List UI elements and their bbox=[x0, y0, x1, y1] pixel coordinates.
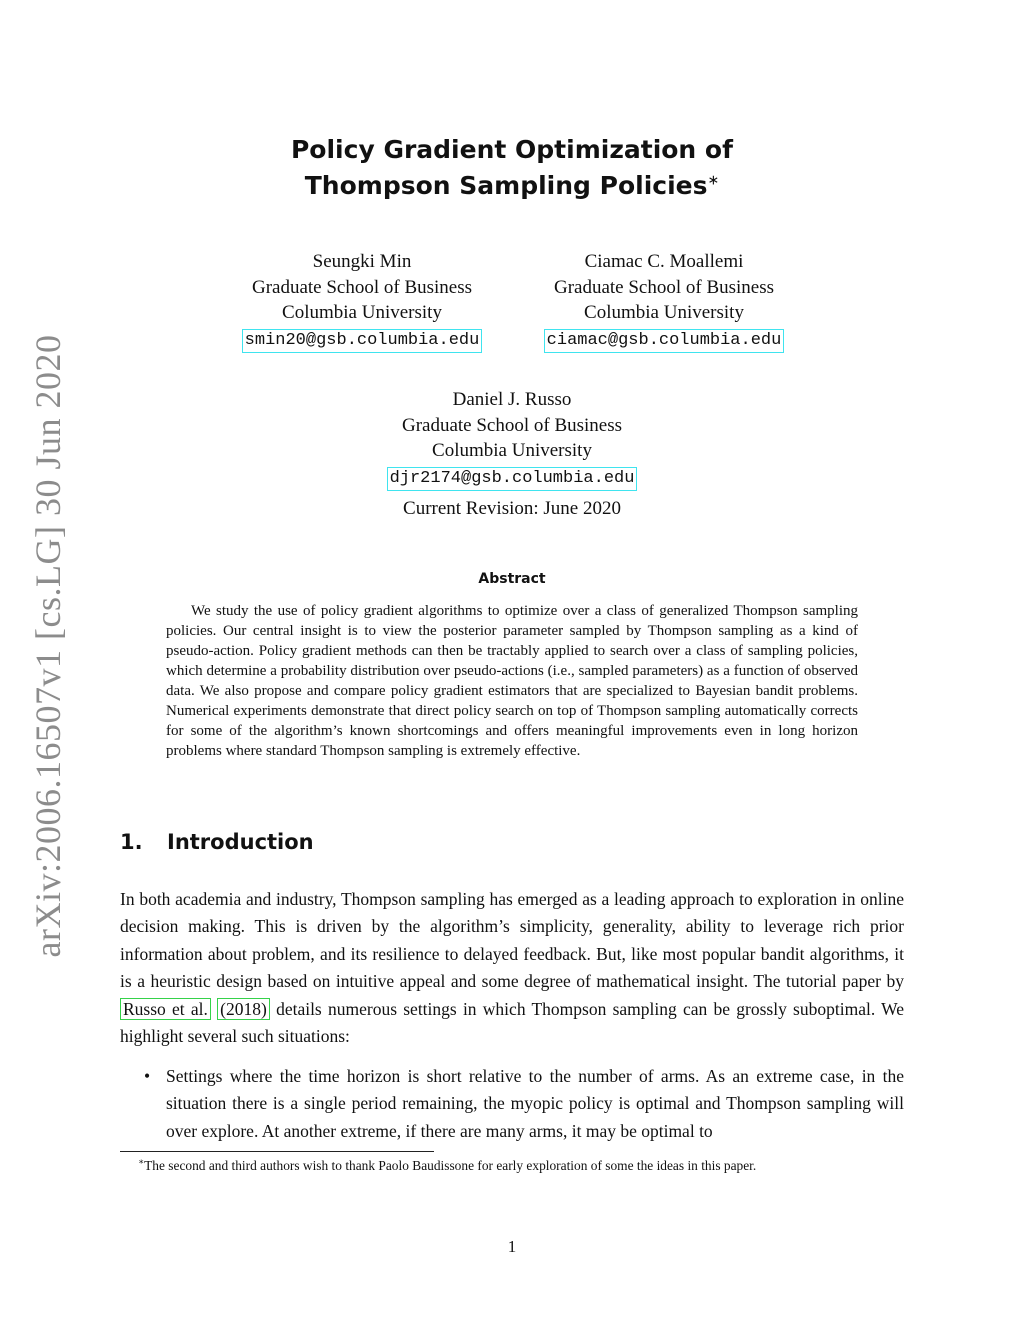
citation-authors-link[interactable]: Russo et al. bbox=[120, 998, 211, 1020]
revision-date: Current Revision: June 2020 bbox=[403, 498, 621, 519]
footnote-text: The second and third authors wish to thank Paolo Baudissone for early exploration of some the ideas in this paper. bbox=[144, 1158, 757, 1173]
section-title: Introduction bbox=[167, 830, 314, 854]
author-name: Ciamac C. Moallemi bbox=[584, 251, 744, 272]
abstract-text: We study the use of policy gradient algorithms to optimize over a class of generalized Thompson sampling policies. Our central insight is to view the posterior parameter sampled by Thompson sampling as a kind of pseudo-action. Policy gradient methods can then be tractably applied to search over a class of sampling policies, which determine a probability distribution over pseudo-actions (i.e., sampled parameters) as a function of observed data. We also propose and compare policy gradient estimators that are specialized to Bayesian bandit problems. Numerical experiments demonstrate that direct policy search on top of Thompson sampling automatically corrects for some of the algorithm’s known shortcomings and offers meaningful improvements even in long horizon problems where standard Thompson sampling is extremely effective. bbox=[166, 603, 858, 759]
footnote-divider bbox=[120, 1151, 434, 1152]
abstract-heading: Abstract bbox=[478, 571, 546, 587]
intro-text-before-citation: In both academia and industry, Thompson sampling has emerged as a leading approach to exploration in online decision making. This is driven by the algorithm’s simplicity, generality, ability to leverage rich prior information about problem, and its resilience to delayed feedback. But, like most popular bandit algorithms, it is a heuristic design based on intuitive appeal and some degree of mathematical insight. The tutorial paper by bbox=[120, 889, 904, 992]
list-item bbox=[120, 1063, 904, 1145]
author-university: Columbia University bbox=[282, 302, 442, 323]
author-university: Columbia University bbox=[584, 302, 744, 323]
author-email-link[interactable]: smin20@gsb.columbia.edu bbox=[242, 329, 483, 353]
author-block-2 bbox=[514, 249, 814, 353]
section-heading-introduction bbox=[120, 827, 314, 857]
title-footnote-mark: ∗ bbox=[707, 172, 720, 189]
footnote-mark: ∗ bbox=[138, 1156, 145, 1167]
citation-year-link[interactable]: (2018) bbox=[217, 998, 270, 1020]
author-block-3 bbox=[362, 387, 662, 491]
author-school: Graduate School of Business bbox=[401, 414, 623, 436]
paper-title bbox=[200, 132, 824, 204]
author-school: Graduate School of Business bbox=[251, 276, 473, 298]
bullet-text: Settings where the time horizon is short relative to the number of arms. As an extreme case, in the situation there is a single period remaining, the myopic policy is optimal and Thompson sampling will over explore. At another extreme, if there are many arms, it may be optimal to bbox=[166, 1066, 904, 1141]
paper-title-line-2: Thompson Sampling Policies∗ bbox=[304, 171, 720, 200]
section-number: 1. bbox=[120, 830, 143, 854]
author-name: Seungki Min bbox=[312, 251, 412, 272]
author-email-link[interactable]: djr2174@gsb.columbia.edu bbox=[387, 467, 638, 491]
author-school: Graduate School of Business bbox=[553, 276, 775, 298]
author-university: Columbia University bbox=[432, 440, 592, 461]
intro-paragraph bbox=[120, 886, 904, 1050]
intro-text-after-citation: details numerous settings in which Thompson sampling can be grossly suboptimal. We highlight several such situations: bbox=[120, 998, 905, 1047]
author-email-link[interactable]: ciamac@gsb.columbia.edu bbox=[544, 329, 785, 353]
footnote bbox=[120, 1156, 904, 1175]
situations-bullet-list bbox=[120, 1063, 904, 1145]
page-number: 1 bbox=[507, 1237, 517, 1256]
arxiv-identifier-stamp: arXiv:2006.16507v1 [cs.LG] 30 Jun 2020 bbox=[28, 334, 68, 958]
paper-title-line-1: Policy Gradient Optimization of bbox=[290, 135, 733, 164]
bullet-icon: • bbox=[144, 1066, 151, 1086]
author-name: Daniel J. Russo bbox=[452, 389, 572, 410]
author-block-1 bbox=[212, 249, 512, 353]
